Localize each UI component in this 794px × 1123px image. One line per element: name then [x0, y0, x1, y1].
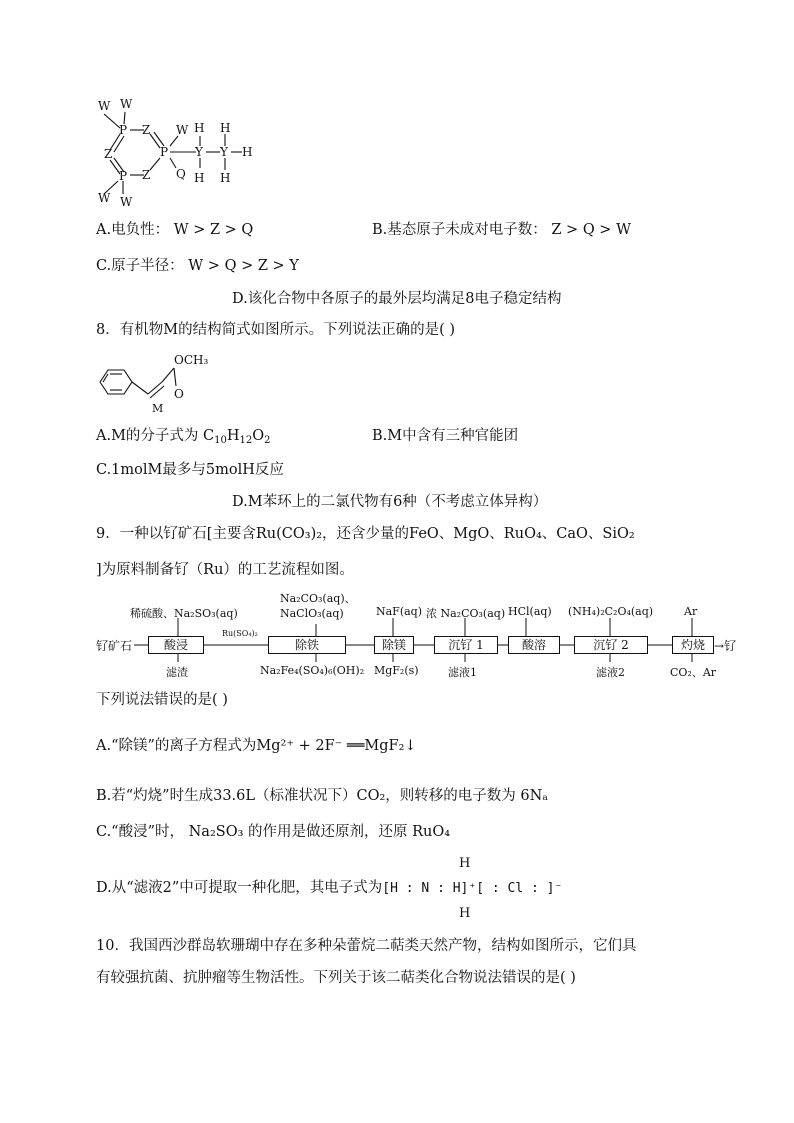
flow-step-acid-leach: 酸浸: [148, 636, 204, 654]
q9-option-d: [96, 878, 562, 899]
flow-step-calcine: 灼烧: [672, 636, 714, 654]
flow-output-residue: 滤渣: [166, 666, 188, 679]
q8-m-label: M: [152, 402, 164, 415]
svg-text:Q: Q: [176, 167, 186, 181]
svg-text:P: P: [119, 169, 128, 183]
q9-option-b: B.若“灼烧”时生成33.6L（标准状况下）CO₂，则转移的电子数为 6Nₐ: [96, 788, 548, 804]
flow-reagent-4: 浓 Na₂CO₃(aq): [426, 607, 506, 620]
q8-option-c: C.1molM最多与5molH反应: [96, 462, 284, 478]
q8-option-a-c-count: 10: [214, 435, 227, 446]
svg-text:Z: Z: [104, 147, 113, 161]
q9-option-c: C.“酸浸”时， Na₂SO₃ 的作用是做还原剂，还原 RuO₄: [96, 824, 451, 840]
q9-flowchart: [96, 588, 746, 680]
q9-option-d-text: D.从“滤液2”中可提取一种化肥，其电子式为: [96, 880, 383, 896]
q9-option-d-formula: [H : N : H]⁺[ : Cl : ]⁻: [382, 881, 563, 896]
flow-output-filtrate1: 滤液1: [448, 666, 477, 679]
flow-reagent-3: NaF(aq): [376, 605, 422, 618]
q10-line2: 有较强抗菌、抗肿瘤等生物活性。下列关于该二萜类化合物说法错误的是( ): [96, 970, 576, 986]
svg-text:H: H: [194, 121, 205, 135]
flow-reagent-5: HCl(aq): [508, 605, 552, 618]
q9-option-a: A.“除镁”的离子方程式为Mg²⁺ + 2F⁻ ══MgF₂↓: [96, 738, 417, 754]
q8-option-d: D.M苯环上的二氯代物有6种（不考虑立体异构）: [232, 494, 548, 510]
q7-option-d: D.该化合物中各原子的最外层均满足8电子稳定结构: [232, 291, 562, 307]
flow-output-filtrate2: 滤液2: [596, 666, 625, 679]
flow-step-remove-iron: 除铁: [268, 636, 346, 654]
svg-text:P: P: [160, 145, 169, 159]
q9-question: 下列说法错误的是( ): [96, 692, 228, 708]
svg-text:W: W: [120, 195, 133, 209]
svg-text:W: W: [176, 123, 189, 137]
flow-reagent-2b: NaClO₃(aq): [280, 607, 344, 620]
svg-text:W: W: [98, 191, 111, 205]
q7-structure-diagram: [90, 92, 270, 210]
svg-text:P: P: [119, 123, 128, 137]
flow-output-iron: Na₂Fe₄(SO₄)₆(OH)₂: [260, 664, 365, 677]
svg-text:H: H: [220, 171, 231, 185]
q8-o-label: O: [174, 387, 184, 401]
svg-text:W: W: [120, 97, 133, 111]
svg-text:W: W: [98, 99, 111, 113]
svg-text:Y: Y: [195, 145, 203, 159]
q8-option-a-o-count: 2: [264, 435, 271, 446]
q8-option-a-h-count: 12: [239, 435, 253, 446]
flow-step-precip-ru-2: 沉钌 2: [574, 636, 648, 654]
flow-step-acid-dissolve: 酸溶: [508, 636, 560, 654]
flow-output-co2-ar: CO₂、Ar: [670, 666, 717, 679]
flow-end-label: →钌: [714, 639, 737, 653]
q8-option-a-prefix: A.M的分子式为 C: [96, 428, 215, 444]
q10-line1: 10．我国西沙群岛软珊瑚中存在多种朵蕾烷二萜类天然产物，结构如图所示，它们具: [96, 938, 637, 954]
q7-option-b: B.基态原子未成对电子数： Z > Q > W: [372, 222, 631, 238]
q8-structure-diagram: [94, 348, 224, 416]
flow-step-remove-mg: 除镁: [374, 636, 414, 654]
svg-text:H: H: [220, 121, 231, 135]
q8-option-a-o: O: [252, 428, 265, 444]
svg-text:Z: Z: [142, 168, 151, 182]
q7-option-c: C.原子半径： W > Q > Z > Y: [96, 258, 299, 274]
q7-option-a: A.电负性： W > Z > Q: [96, 222, 254, 238]
q9-flow-lines: [96, 588, 746, 680]
flow-mid-label: Ru(SO₄)₂: [222, 629, 258, 638]
svg-text:H: H: [194, 171, 205, 185]
q8-option-a-h: H: [226, 428, 240, 444]
q8-stem: 8．有机物M的结构简式如图所示。下列说法正确的是( ): [96, 322, 455, 338]
flow-reagent-6: (NH₄)₂C₂O₄(aq): [568, 605, 654, 618]
flow-reagent-2a: Na₂CO₃(aq)、: [280, 592, 356, 605]
svg-text:Y: Y: [220, 145, 228, 159]
flow-reagent-1: 稀硫酸、Na₂SO₃(aq): [130, 607, 238, 620]
q9-option-d-h-top: H: [459, 856, 471, 871]
q8-option-b: B.M中含有三种官能团: [372, 428, 519, 444]
q8-option-a: [96, 426, 271, 451]
svg-text:Z: Z: [142, 123, 151, 137]
q8-och3-label: OCH₃: [174, 353, 209, 367]
flow-start-label: 钌矿石: [96, 639, 133, 653]
flow-output-mgf2: MgF₂(s): [374, 664, 419, 677]
q9-stem-line2: ]为原料制备钌（Ru）的工艺流程如图。: [96, 562, 354, 578]
flow-step-precip-ru-1: 沉钌 1: [434, 636, 498, 654]
flow-reagent-7: Ar: [684, 605, 698, 618]
svg-text:H: H: [242, 145, 253, 159]
q9-stem-line1: 9．一种以钌矿石[主要含Ru(CO₃)₂，还含少量的FeO、MgO、RuO₄、CaO、SiO₂: [96, 526, 635, 542]
q9-option-d-h-bottom: H: [459, 906, 471, 921]
